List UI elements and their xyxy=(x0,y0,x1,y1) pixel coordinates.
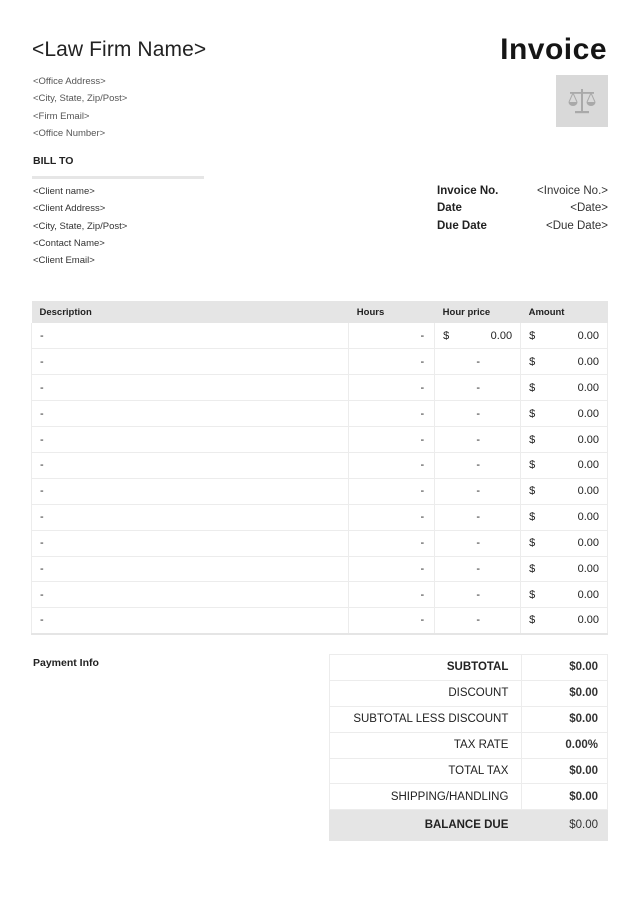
amount-value: 0.00 xyxy=(577,355,599,368)
tax-rate-value: 0.00% xyxy=(522,732,608,758)
table-row xyxy=(32,349,608,375)
amount-value: 0.00 xyxy=(577,511,599,524)
cell-amount xyxy=(521,323,608,349)
cell-hours[interactable]: - xyxy=(349,530,435,556)
amount-value: 0.00 xyxy=(577,433,599,446)
cell-hours[interactable]: - xyxy=(349,349,435,375)
cell-hours[interactable]: - xyxy=(349,401,435,427)
table-row xyxy=(32,530,608,556)
cell-hours[interactable]: - xyxy=(349,478,435,504)
totals-row-subtotal xyxy=(330,655,608,681)
amount-currency: $ xyxy=(529,614,536,627)
price-value: - xyxy=(476,433,481,446)
office-address: <Office Address> xyxy=(33,76,106,87)
table-row xyxy=(32,608,608,634)
office-number: <Office Number> xyxy=(33,127,106,139)
cell-hour-price[interactable] xyxy=(435,401,521,427)
cell-hour-price[interactable] xyxy=(435,427,521,453)
totals-row-discount xyxy=(330,680,608,706)
totals-row-subtotal-less-discount xyxy=(330,706,608,732)
cell-amount xyxy=(521,556,608,582)
amount-value: 0.00 xyxy=(577,614,599,627)
firm-details xyxy=(33,75,127,144)
client-name: <Client name> xyxy=(33,186,95,197)
date-row xyxy=(437,201,608,218)
bill-to-heading: BILL TO xyxy=(33,155,74,167)
cell-description[interactable]: - xyxy=(32,427,349,453)
cell-description[interactable]: - xyxy=(32,530,349,556)
totals-row-shipping-handling xyxy=(330,784,608,810)
amount-currency: $ xyxy=(529,433,536,446)
table-row xyxy=(32,478,608,504)
cell-hour-price[interactable] xyxy=(435,504,521,530)
discount-label: DISCOUNT xyxy=(330,680,522,706)
amount-value: 0.00 xyxy=(577,459,599,472)
cell-description[interactable]: - xyxy=(32,504,349,530)
total-tax-label: TOTAL TAX xyxy=(330,758,522,784)
client-city-state-zip: <City, State, Zip/Post> xyxy=(33,220,128,232)
invoice-number-row xyxy=(437,184,608,201)
cell-amount xyxy=(521,608,608,634)
cell-hour-price[interactable] xyxy=(435,323,521,349)
discount-value: $0.00 xyxy=(522,680,608,706)
subtotal-value: $0.00 xyxy=(522,655,608,681)
cell-description[interactable]: - xyxy=(32,582,349,608)
cell-amount xyxy=(521,427,608,453)
amount-value: 0.00 xyxy=(577,485,599,498)
totals-row-total-tax xyxy=(330,758,608,784)
bill-to-divider xyxy=(32,176,204,179)
price-value: - xyxy=(476,537,481,550)
invoice-number-value: <Invoice No.> xyxy=(537,185,608,197)
cell-description[interactable]: - xyxy=(32,452,349,478)
cell-hour-price[interactable] xyxy=(435,608,521,634)
scales-of-justice-icon xyxy=(567,87,597,115)
amount-value: 0.00 xyxy=(577,537,599,550)
amount-currency: $ xyxy=(529,562,536,575)
cell-hours[interactable]: - xyxy=(349,608,435,634)
price-value: - xyxy=(476,614,481,627)
table-header-row xyxy=(32,301,608,323)
cell-hours[interactable]: - xyxy=(349,375,435,401)
client-email: <Client Email> xyxy=(33,255,95,267)
amount-currency: $ xyxy=(529,459,536,472)
amount-value: 0.00 xyxy=(577,407,599,420)
cell-hours[interactable]: - xyxy=(349,504,435,530)
cell-hour-price[interactable] xyxy=(435,556,521,582)
subtotal-less-discount-label: SUBTOTAL LESS DISCOUNT xyxy=(330,706,522,732)
amount-currency: $ xyxy=(529,329,536,342)
amount-currency: $ xyxy=(529,588,536,601)
cell-hour-price[interactable] xyxy=(435,530,521,556)
totals-body xyxy=(330,655,608,841)
shipping-handling-value: $0.00 xyxy=(522,784,608,810)
cell-amount xyxy=(521,349,608,375)
amount-currency: $ xyxy=(529,485,536,498)
cell-hours[interactable]: - xyxy=(349,323,435,349)
price-value: 0.00 xyxy=(490,329,513,342)
cell-amount xyxy=(521,452,608,478)
cell-description[interactable]: - xyxy=(32,323,349,349)
subtotal-less-discount-value: $0.00 xyxy=(522,706,608,732)
invoice-title: Invoice xyxy=(500,33,607,66)
cell-description[interactable]: - xyxy=(32,608,349,634)
cell-description[interactable]: - xyxy=(32,375,349,401)
cell-amount xyxy=(521,375,608,401)
amount-currency: $ xyxy=(529,537,536,550)
due-date-value: <Due Date> xyxy=(545,219,608,232)
total-tax-value: $0.00 xyxy=(522,758,608,784)
totals-row-tax-rate xyxy=(330,732,608,758)
cell-hour-price[interactable] xyxy=(435,478,521,504)
cell-description[interactable]: - xyxy=(32,401,349,427)
price-value: - xyxy=(476,381,481,394)
amount-currency: $ xyxy=(529,511,536,524)
cell-hour-price[interactable] xyxy=(435,349,521,375)
date-value: <Date> xyxy=(570,202,608,215)
amount-value: 0.00 xyxy=(577,588,599,601)
column-header-hour-price: Hour price xyxy=(435,301,521,323)
price-value: - xyxy=(476,459,481,472)
totals-row-balance-due xyxy=(330,810,608,841)
amount-currency: $ xyxy=(529,355,536,368)
amount-value: 0.00 xyxy=(577,381,599,394)
balance-due-value: $0.00 xyxy=(522,810,608,841)
amount-currency: $ xyxy=(529,407,536,420)
firm-city-state-zip: <City, State, Zip/Post> xyxy=(33,93,128,105)
balance-due-label: BALANCE DUE xyxy=(330,810,522,841)
column-header-description: Description xyxy=(32,301,349,323)
table-row xyxy=(32,401,608,427)
amount-value: 0.00 xyxy=(577,562,599,575)
table-row xyxy=(32,375,608,401)
line-items-table xyxy=(31,301,608,635)
price-value: - xyxy=(476,511,481,524)
price-value: - xyxy=(476,588,481,601)
totals-table xyxy=(329,654,608,841)
price-currency: $ xyxy=(443,329,450,342)
firm-email: <Firm Email> xyxy=(33,110,90,122)
client-address: <Client Address> xyxy=(33,203,106,215)
column-header-hours: Hours xyxy=(349,301,435,323)
firm-logo xyxy=(556,75,608,127)
cell-amount xyxy=(521,401,608,427)
payment-info-heading: Payment Info xyxy=(33,657,99,669)
cell-hours[interactable]: - xyxy=(349,582,435,608)
cell-description[interactable]: - xyxy=(32,556,349,582)
amount-value: 0.00 xyxy=(577,329,599,342)
shipping-handling-label: SHIPPING/HANDLING xyxy=(330,784,522,810)
invoice-number-label: Invoice No. xyxy=(437,185,499,197)
cell-description[interactable]: - xyxy=(32,478,349,504)
price-value: - xyxy=(476,485,481,498)
cell-hour-price[interactable] xyxy=(435,375,521,401)
cell-hours[interactable]: - xyxy=(349,452,435,478)
due-date-row xyxy=(437,219,608,236)
amount-currency: $ xyxy=(529,381,536,394)
cell-amount xyxy=(521,530,608,556)
cell-amount xyxy=(521,582,608,608)
table-row xyxy=(32,504,608,530)
column-header-amount: Amount xyxy=(521,301,608,323)
due-date-label: Due Date xyxy=(437,219,487,232)
subtotal-label: SUBTOTAL xyxy=(330,655,522,681)
tax-rate-label: TAX RATE xyxy=(330,732,522,758)
cell-amount xyxy=(521,504,608,530)
price-value: - xyxy=(476,562,481,575)
cell-amount xyxy=(521,478,608,504)
line-items-body xyxy=(32,323,608,634)
cell-hours[interactable]: - xyxy=(349,556,435,582)
cell-description[interactable]: - xyxy=(32,349,349,375)
table-row xyxy=(32,556,608,582)
invoice-meta xyxy=(437,184,608,236)
cell-hour-price[interactable] xyxy=(435,582,521,608)
date-label: Date xyxy=(437,202,462,215)
cell-hours[interactable]: - xyxy=(349,427,435,453)
table-row xyxy=(32,323,608,349)
price-value: - xyxy=(476,355,481,368)
table-row xyxy=(32,582,608,608)
table-row xyxy=(32,427,608,453)
cell-hour-price[interactable] xyxy=(435,452,521,478)
price-value: - xyxy=(476,407,481,420)
firm-name: <Law Firm Name> xyxy=(32,38,207,61)
contact-name: <Contact Name> xyxy=(33,237,105,249)
table-row xyxy=(32,452,608,478)
client-details xyxy=(33,185,127,271)
